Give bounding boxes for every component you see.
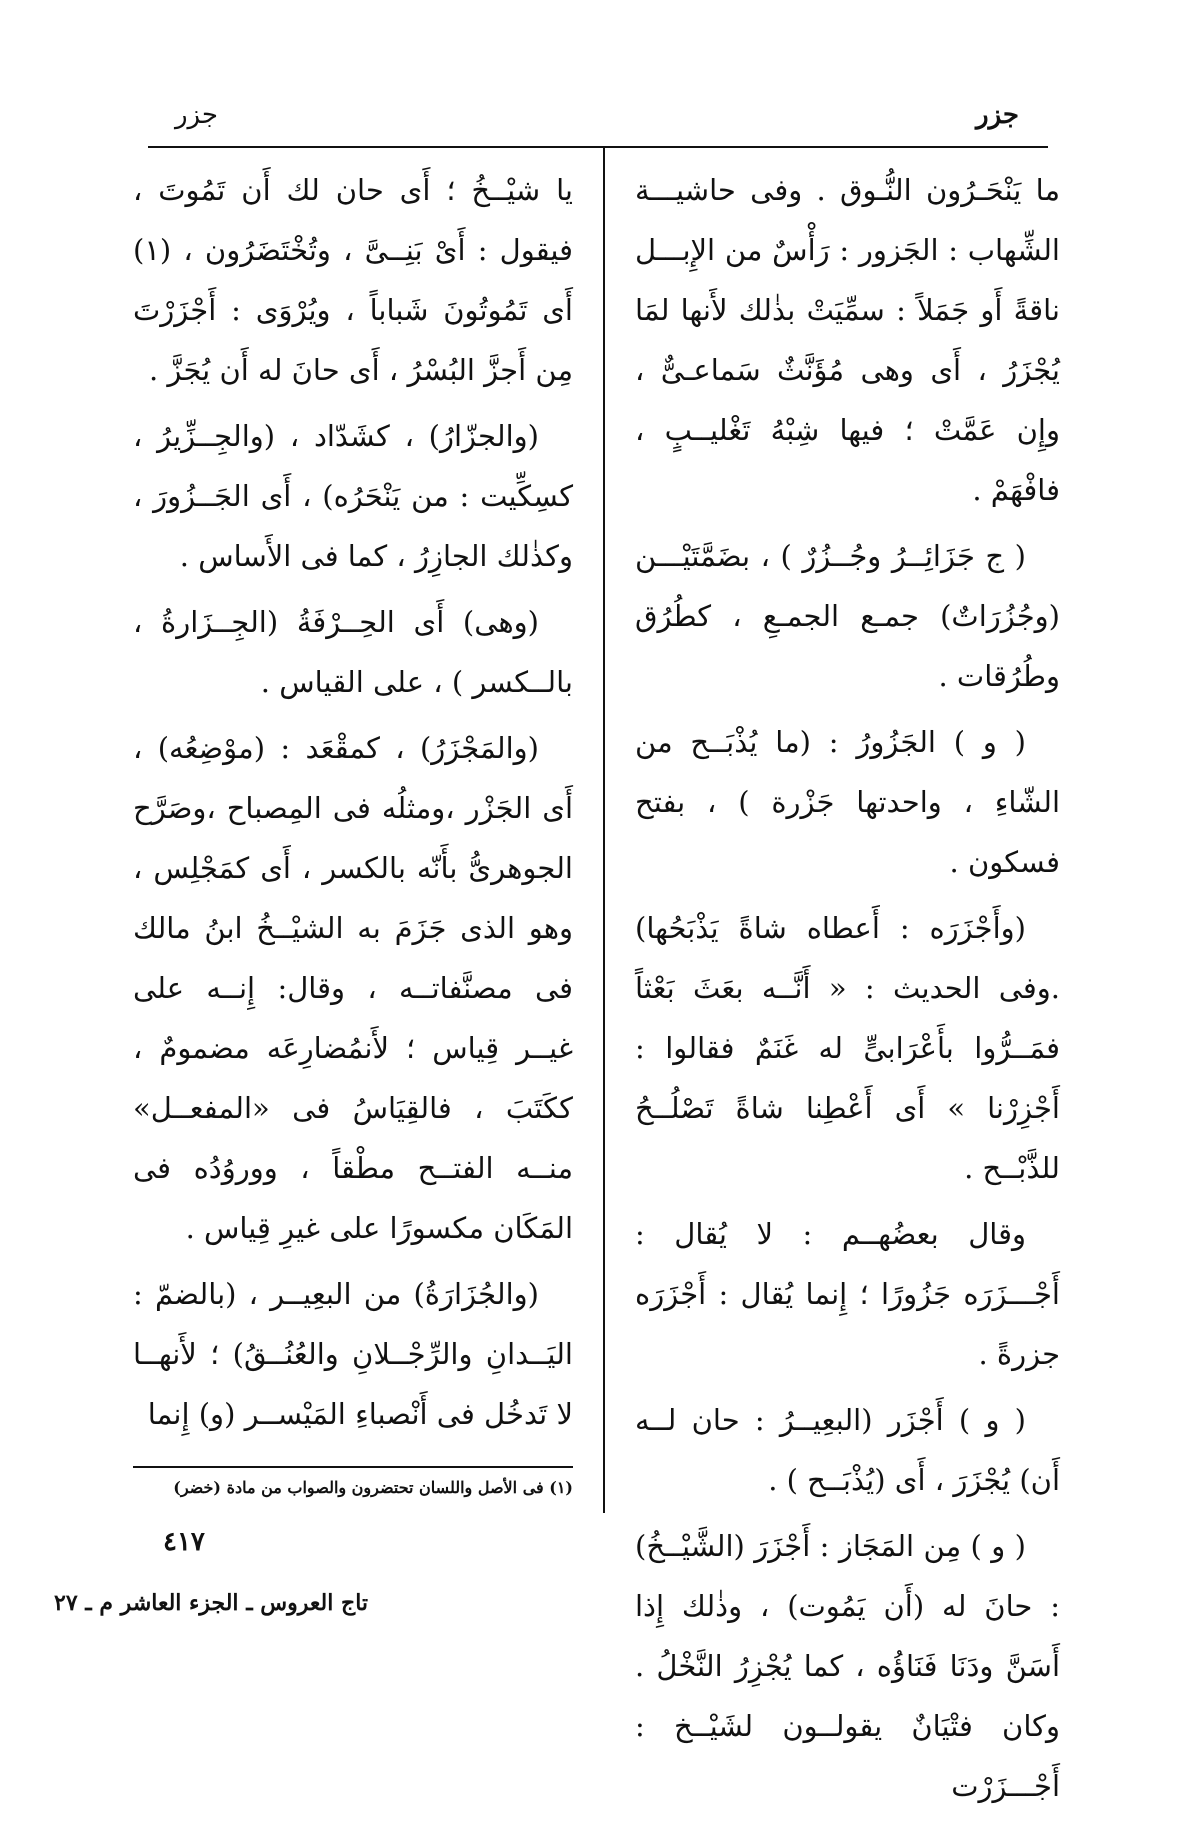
page-number: ٤١٧ xyxy=(163,1527,205,1557)
right-paragraph-2: ( ج جَزَائِــرُ وجُــزُرٌ ) ، بضَمَّتَيْـــن (وجُزُرَاتٌ) جمـع الجمـعِ ، كطُرُق وطُرُقات . xyxy=(635,539,1060,693)
left-paragraph-3: (وهى) أَى الحِــرْفَةُ (الجِــزَارةُ ، بالــكسر ) ، على القياس . xyxy=(133,605,573,699)
left-paragraph-5: (والجُزَارَةُ) من البعِيــر ، (بالضمّ : اليَــدانِ والرِّجْــلانِ والعُنُــقُ) ؛ لأَنهــا لا تَدخُل فى أَنْصباءِ المَيْســر (و) إِنما xyxy=(133,1277,573,1431)
right-paragraph-3: ( و ) الجَزُورُ : (ما يُذْبَــح من الشّاءِ ، واحدتها جَزْرة ) ، بفتح فسكون . xyxy=(635,725,1060,879)
left-paragraph-2: (والجزّارُ) ، كشَدّاد ، (والجِــزِّيرُ ، كسِكِّيت : من يَنْحَرُه) ، أَى الجَــزُورَ ، وكذٰلك الجازِرُ ، كما فى الأَساس . xyxy=(133,419,573,573)
header-rule xyxy=(148,146,1048,148)
right-paragraph-6: ( و ) أَجْزَر (البعِيــرُ : حان لــه أَن) يُجْزَرَ ، أَى (يُذْبَــح ) . xyxy=(635,1403,1060,1497)
right-paragraph-5: وقال بعضُهــم : لا يُقال : أَجْـــزَرَه جَزُورًا ؛ إِنما يُقال : أَجْزَرَه جزرةً . xyxy=(635,1217,1060,1371)
running-head-right: جزر xyxy=(976,100,1019,130)
left-paragraph-4: (والمَجْزَرُ) ، كمقْعَد : (موْضِعُه) ، أَى الجَزْر ،ومثلُه فى المِصباح ،وصَرَّح الجوهرىُّ بأَنّه بالكسر ، أَى كمَجْلِس ، وهو الذى جَزَمَ به الشيْــخُ ابنُ مالك فى مصنَّفاتــه ، وقال: إِنــه على غيــر قِياس ؛ لأَنمُضارِعَه مضمومٌ ، ككَتَبَ ، فالقِيَاسُ فى «المفعــل» منــه الفتــح مطْقاً ، ووروُدُه فى المَكَان مكسورًا على غيرِ قِياس . xyxy=(133,731,573,1245)
right-column xyxy=(635,160,1060,1822)
footnote: (١) فى الأصل واللسان تحتضرون والصواب من مادة (خضر) xyxy=(173,1478,573,1497)
right-paragraph-4: (وأَجْزَرَه : أَعطاه شاةً يَذْبَحُها) .وفى الحديث : « أَنَّــه بعَثَ بَعْثاً فمَــرُّوا بأَعْرَابىٍّ له غَنَمٌ فقالوا : أَجْزِرْنا » أَى أَعْطِنا شاةً تَصْلُــحُ للذَّبْــح . xyxy=(635,911,1060,1185)
column-divider xyxy=(603,148,605,1513)
left-paragraph-1: يا شيْــخُ ؛ أَى حان لك أَن تَمُوتَ ، فيقول : أَىْ بَنِــىَّ ، وتُخْتَضَرُون ، (١) أَى تَمُوتُونَ شَباباً ، ويُرْوَى : أَجْزَرْتَ مِن أَجزَّ البُسْرُ ، أَى حانَ له أَن يُجَزَّ . xyxy=(133,173,573,387)
right-paragraph-7: ( و ) مِن المَجَاز : أَجْزَرَ (الشَّيْــخُ) : حانَ له (أَن يَمُوت) ، وذٰلك إِذا أَسَنَّ ودَنَا فَنَاؤُه ، كما يُجْزِرُ النَّخْلُ . وكان فتْيَانٌ يقولــون لشَيْــخ : أَجْـــزَرْت xyxy=(635,1529,1060,1803)
footnote-rule xyxy=(133,1466,573,1468)
left-column xyxy=(133,160,573,1450)
book-signature: تاج العروس ـ الجزء العاشر م ـ ٢٧ xyxy=(54,1590,369,1616)
running-head-left: جزر xyxy=(175,100,218,130)
right-paragraph-1: ما يَنْحَـرُون النُّـوق . وفى حاشيـــة الشِّهاب : الجَزور : رَأْسٌ من الإِبـــل ناقةً أَو جَمَلاً : سمِّيَتْ بذٰلك لأَنها لمَا يُجْزَرُ ، أَى وهى مُؤَنَّثٌ سَماعـىٌّ ، وإِن عَمَّتْ ؛ فيها شِبْهُ تَغْليــبٍ ، فافْهَمْ . xyxy=(635,173,1060,507)
